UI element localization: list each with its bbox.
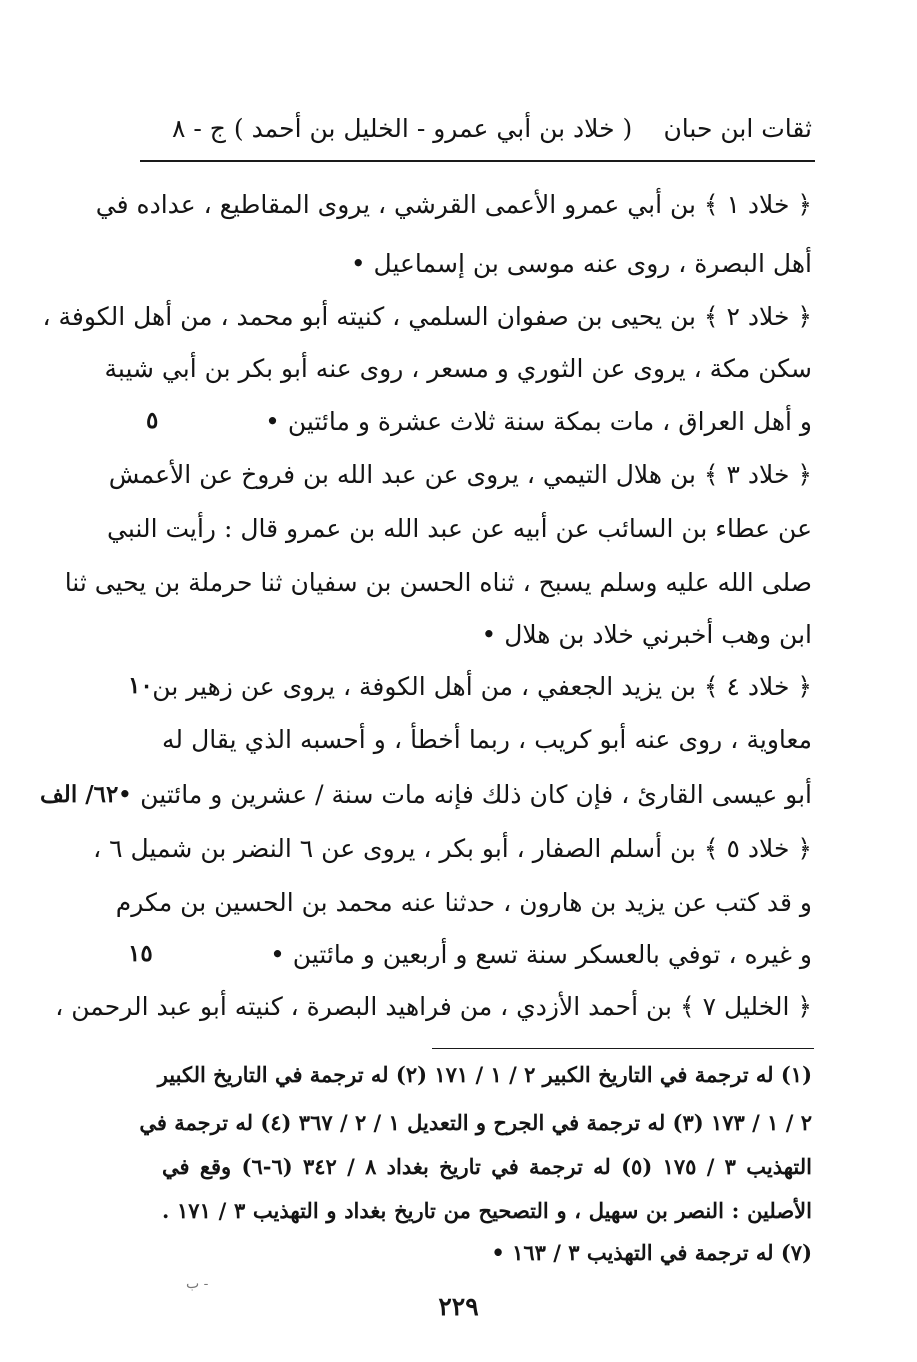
body-line: ﴿ خلاد ٣ ﴾ بن هلال التيمي ، يروى عن عبد الله بن فروخ عن الأعمش (108, 460, 812, 489)
header-rule (140, 160, 815, 162)
header-book-title: ثقات ابن حبان (663, 114, 812, 143)
footnote-line: (١) له ترجمة في التاريخ الكبير ٢ / ١ / ١٧١ (٢) له ترجمة في التاريخ الكبير (157, 1062, 812, 1087)
body-line: عن عطاء بن السائب عن أبيه عن عبد الله بن عمرو قال : رأيت النبي (107, 514, 812, 543)
stray-ink-mark: ب - (186, 1276, 209, 1292)
body-line: ﴿ خلاد ٥ ﴾ بن أسلم الصفار ، أبو بكر ، يروى عن ٦ النضر بن شميل ٦ ، (93, 834, 812, 863)
footnote-line: التهذيب ٣ / ١٧٥ (٥) له ترجمة في تاريخ بغداد ٨ / ٣٤٢ (٦-٦) وقع في (162, 1154, 812, 1179)
footnote-rule (432, 1048, 814, 1049)
running-header (150, 108, 812, 152)
body-line: ﴿ الخليل ٧ ﴾ بن أحمد الأزدي ، من فراهيد البصرة ، كنيته أبو عبد الرحمن ، (55, 992, 812, 1021)
page-number: ٢٢٩ (438, 1292, 479, 1321)
footnote-line: ٢ / ١ / ١٧٣ (٣) له ترجمة في الجرح و التعديل ١ / ٢ / ٣٦٧ (٤) له ترجمة في (139, 1110, 812, 1135)
line-number-15: ١٥ (128, 940, 153, 967)
body-line: ﴿ خلاد ٢ ﴾ بن يحيى بن صفوان السلمي ، كنيته أبو محمد ، من أهل الكوفة ، (42, 302, 812, 331)
folio-marker: ٦٢/ الف (40, 781, 119, 808)
footnote-line: الأصلين : النصر بن سهيل ، و التصحيح من تاريخ بغداد و التهذيب ٣ / ١٧١ . (162, 1198, 812, 1223)
body-line: ﴿ خلاد ١ ﴾ بن أبي عمرو الأعمى القرشي ، يروى المقاطيع ، عداده في (95, 190, 812, 219)
body-line: أبو عيسى القارئ ، فإن كان ذلك فإنه مات سنة / عشرين و مائتين • (117, 780, 812, 809)
body-line: صلى الله عليه وسلم يسبح ، ثناه الحسن بن سفيان ثنا حرملة بن يحيى ثنا (64, 568, 812, 597)
body-line: و أهل العراق ، مات بمكة سنة ثلاث عشرة و مائتين • (265, 407, 812, 436)
body-line: و قد كتب عن يزيد بن هارون ، حدثنا عنه محمد بن الحسين بن مكرم (115, 888, 812, 917)
body-line: ﴿ خلاد ٤ ﴾ بن يزيد الجعفي ، من أهل الكوفة ، يروى عن زهير بن (152, 672, 812, 701)
line-number-10: ١٠ (128, 672, 153, 699)
header-entry-range: ( خلاد بن أبي عمرو - الخليل بن أحمد ) ج - ٨ (172, 114, 633, 143)
body-line: أهل البصرة ، روى عنه موسى بن إسماعيل • (350, 249, 812, 278)
body-line: سكن مكة ، يروى عن الثوري و مسعر ، روى عنه أبو بكر بن أبي شيبة (104, 354, 812, 383)
body-line: ابن وهب أخبرني خلاد بن هلال • (481, 620, 812, 649)
footnote-line: (٧) له ترجمة في التهذيب ٣ / ١٦٣ • (491, 1240, 812, 1265)
body-line: معاوية ، روى عنه أبو كريب ، ربما أخطأ ، و أحسبه الذي يقال له (162, 725, 812, 754)
line-number-5: ٥ (146, 407, 159, 434)
body-line: و غيره ، توفي بالعسكر سنة تسع و أربعين و مائتين • (270, 940, 812, 969)
